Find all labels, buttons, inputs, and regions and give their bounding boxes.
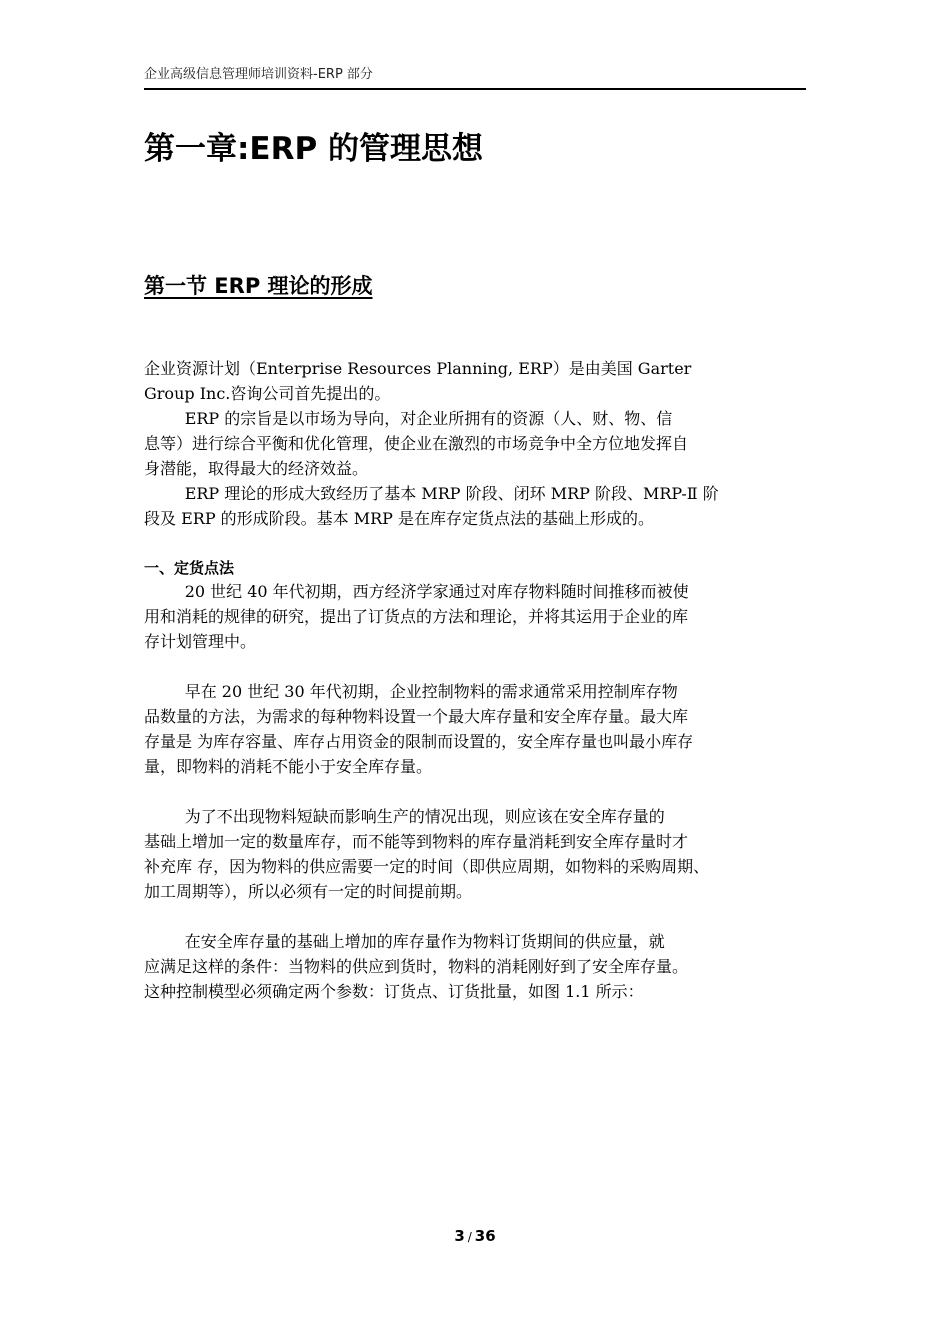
text-line: ERP 理论的形成大致经历了基本 MRP 阶段、闭环 MRP 阶段、MRP-Ⅱ 阶 [144,484,719,503]
text-line: 段及 ERP 的形成阶段。基本 MRP 是在库存定货点法的基础上形成的。 [144,509,655,528]
text-line: Group Inc.咨询公司首先提出的。 [144,384,391,403]
text-line: 基础上增加一定的数量库存，而不能等到物料的库存量消耗到安全库存量时才 [144,832,689,851]
subsection-title: 一、定货点法 [144,559,235,577]
header-text: 企业高级信息管理师培训资料-ERP 部分 [144,67,373,82]
text-line: 企业资源计划（Enterprise Resources Planning, ERP）是由美国 Garter [144,359,692,378]
subsection-text-block [144,579,824,654]
text-line: ERP 的宗旨是以市场为导向，对企业所拥有的资源（人、财、物、信 [144,409,673,428]
text-line: 品数量的方法，为需求的每种物料设置一个最大库存量和安全库存量。最大库 [144,707,689,726]
text-line: 20 世纪 40 年代初期，西方经济学家通过对库存物料随时间推移而被使 [144,582,689,601]
paragraph [144,481,824,531]
page-separator: / [467,1230,472,1244]
page-current: 3 [454,1227,465,1245]
chapter-title: 第一章:ERP 的管理思想 [144,131,483,167]
text-line: 身潜能，取得最大的经济效益。 [144,459,369,478]
paragraph [144,804,824,904]
text-line: 量，即物料的消耗不能小于安全库存量。 [144,757,433,776]
text-line: 这种控制模型必须确定两个参数：订货点、订货批量，如图 1.1 所示： [144,982,644,1001]
section-title: 第一节 ERP 理论的形成 [144,274,373,298]
subsection-text-block [144,679,824,779]
page-number [0,1226,950,1247]
text-line: 存计划管理中。 [144,632,257,651]
text-line: 息等）进行综合平衡和优化管理，使企业在激烈的市场竞争中全方位地发挥自 [144,434,689,453]
subsection-text-block [144,929,824,1004]
text-line: 加工周期等），所以必须有一定的时间提前期。 [144,882,473,901]
text-line: 用和消耗的规律的研究，提出了订货点的方法和理论，并将其运用于企业的库 [144,607,689,626]
running-header [144,66,806,90]
paragraph [144,406,824,481]
text-line: 在安全库存量的基础上增加的库存量作为物料订货期间的供应量，就 [144,932,665,951]
paragraph [144,356,824,406]
page-total: 36 [474,1227,496,1245]
subsection-text-block [144,804,824,904]
text-line: 早在 20 世纪 30 年代初期，企业控制物料的需求通常采用控制库存物 [144,682,678,701]
paragraph [144,579,824,654]
text-line: 为了不出现物料短缺而影响生产的情况出现，则应该在安全库存量的 [144,807,665,826]
paragraph [144,929,824,1004]
text-line: 补充库 存，因为物料的供应需要一定的时间（即供应周期，如物料的采购周期、 [144,857,710,876]
paragraph [144,679,824,779]
intro-text-block [144,356,824,531]
text-line: 存量是 为库存容量、库存占用资金的限制而设置的，安全库存量也叫最小库存 [144,732,694,751]
text-line: 应满足这样的条件：当物料的供应到货时，物料的消耗刚好到了安全库存量。 [144,957,689,976]
